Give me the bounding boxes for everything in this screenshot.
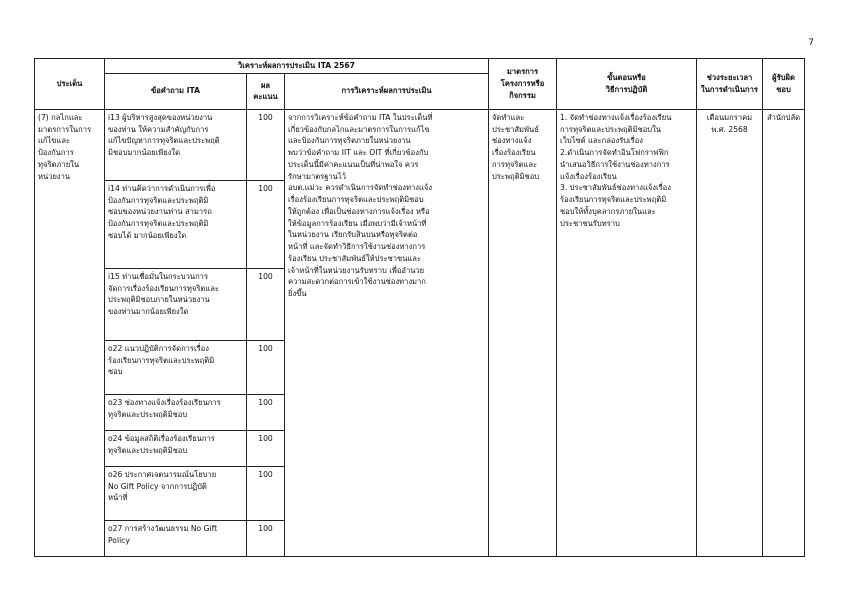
header-issue: ประเด็น — [35, 59, 105, 110]
header-analysis-group: วิเคราะห์ผลการประเมิน ITA 2567 — [105, 59, 489, 74]
question-cell: i15 ท่านเชื่อมั่นในกระบวนการ จัดการเรื่องร้องเรียนการทุจริตและ ประพฤติมิชอบภายในหน่วยงาน ของท่านมากน้อยเพียงใด — [105, 268, 247, 340]
header-measure: มาตรการ โครงการหรือ กิจกรรม — [489, 59, 557, 110]
question-cell: o23 ช่องทางแจ้งเรื่องร้องเรียนการ ทุจริตและประพฤติมิชอบ — [105, 394, 247, 430]
header-period: ช่วงระยะเวลา ในการดำเนินการ — [697, 59, 763, 110]
score-cell: 100 — [247, 109, 285, 180]
page-number: 7 — [808, 38, 814, 48]
question-cell: o22 แนวปฏิบัติการจัดการเรื่อง ร้องเรียนการทุจริตและประพฤติมิ ชอบ — [105, 340, 247, 394]
header-steps: ขั้นตอนหรือ วิธีการปฏิบัติ — [557, 59, 697, 110]
steps-cell: 1. จัดทำช่องทางแจ้งเรื่องร้องเรียน การทุจริตและประพฤติมิชอบใน เว็บไซต์ และกล่องรับเรื่อง 2.ดำเนินการจัดทำอินโฟกราฟฟิก นำเสนอวิธีการใช้งานช่องทางการ แจ้งเรื่องร้องเรียน 3. ประชาสัมพันธ์ช่องทางแจ้งเรื่อง ร้องเรียนการทุจริตและประพฤติมิ ชอบให้ทั้งบุคลากรภายในและ ประชาชนรับทราบ — [557, 109, 697, 556]
score-cell: 100 — [247, 466, 285, 520]
question-cell: i13 ผู้บริหารสูงสุดของหน่วยงาน ของท่าน ให้ความสำคัญกับการ แก้ไขปัญหาการทุจริตและประพฤติ มิชอบมากน้อยเพียงใด — [105, 109, 247, 180]
score-cell: 100 — [247, 268, 285, 340]
question-cell: o26 ประกาศเจตนารมณ์นโยบาย No Gift Policy จากการปฏิบัติ หน้าที่ — [105, 466, 247, 520]
header-analysis: การวิเคราะห์ผลการประเมิน — [285, 73, 489, 109]
analysis-cell: จากการวิเคราะห์ข้อคำถาม ITA ในประเด็นที่ เกี่ยวข้องกับกลไกและมาตรการในการแก้ไข และป้องกันการทุจริตภายในหน่วยงาน พบว่าข้อคำถาม IIT และ OIT ที่เกี่ยวข้องกับ ประเด็นนี้มีค่าคะแนนเป็นที่น่าพอใจ ควร รักษามาตรฐานไว้ อบต.แม่วะ ควรดำเนินการจัดทำช่องทางแจ้ง เรื่องร้องเรียนการทุจริตและประพฤติมิชอบ ให้ถูกต้อง เพื่อเป็นช่องทางการแจ้งเรื่อง หรือ ให้ข้อมูลการร้องเรียน เมื่อพบว่ามีเจ้าหน้าที่ ในหน่วยงาน เรียกรับสินบนหรือทุจริตต่อ หน้าที่ และจัดทำวิธีการใช้งานช่องทางการ ร้องเรียน ประชาสัมพันธ์ให้ประชาชนและ เจ้าหน้าที่ในหน่วยงานรับทราบ เพื่ออำนวย ความสะดวกต่อการเข้าใช้งานช่องทางมาก ยิ่งขึ้น — [285, 109, 489, 556]
ita-analysis-table — [34, 58, 805, 557]
measure-cell: จัดทำและ ประชาสัมพันธ์ ช่องทางแจ้ง เรื่องร้องเรียน การทุจริตและ ประพฤติมิชอบ — [489, 109, 557, 556]
score-cell: 100 — [247, 180, 285, 268]
period-cell: เดือนมกราคม พ.ศ. 2568 — [697, 109, 763, 556]
header-question: ข้อคำถาม ITA — [105, 73, 247, 109]
question-cell: o24 ข้อมูลสถิติเรื่องร้องเรียนการ ทุจริตและประพฤติมิชอบ — [105, 430, 247, 466]
header-score: ผล คะแนน — [247, 73, 285, 109]
header-owner: ผู้รับผิดชอบ — [763, 59, 805, 110]
score-cell: 100 — [247, 520, 285, 556]
owner-cell: สำนักปลัด — [763, 109, 805, 556]
score-cell: 100 — [247, 394, 285, 430]
score-cell: 100 — [247, 430, 285, 466]
table-row — [35, 109, 805, 180]
issue-cell: (7) กลไกและ มาตรการในการ แก้ไขและ ป้องกันการ ทุจริตภายใน หน่วยงาน — [35, 109, 105, 556]
score-cell: 100 — [247, 340, 285, 394]
question-cell: o27 การสร้างวัฒนธรรม No Gift Policy — [105, 520, 247, 556]
question-cell: i14 ท่านคิดว่าการดำเนินการเพื่อ ป้องกันการทุจริตและประพฤติมิ ชอบของหน่วยงานท่าน สามารถ ป้องกันการทุจริตและประพฤติมิ ชอบได้ มากน้อยเพียงใด — [105, 180, 247, 268]
